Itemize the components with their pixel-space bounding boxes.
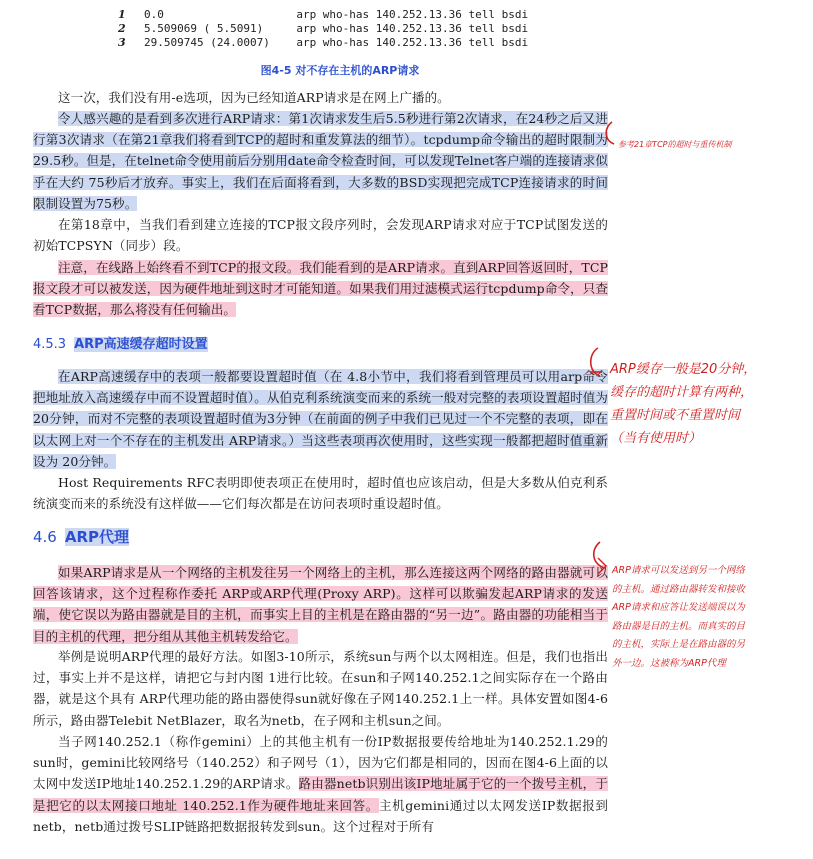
handwritten-note: ARP缓存一般是20分钟， 缓存的超时计算有两种， 重置时间或不重置时间 （当有使用时）	[610, 362, 757, 446]
handwritten-note: 参考21章TCP的超时与重传机制	[618, 140, 732, 149]
highlight-blue: 令人感兴趣的是看到多次进行ARP请求：第1次请求发生后5.5秒进行第2次请求，在24秒之后又进行第3次请求（在第21章我们将看到TCP的超时和重发算法的细节）。tcpdump命令输出的超时限制为29.5秒。但是，在telnet命令使用前后分别用date命令检查时间，可以发现Telnet客户端的连接请求似乎在大约 75秒后才放弃。事实上，我们在后面将看到，大多数的BSD实现把完成TCP连接请求的时间限制设置为75秒。	[33, 111, 608, 211]
highlight-pink: 注意，在线路上始终看不到TCP的报文段。我们能看到的是ARP请求。直到ARP回答返回时，TCP报文段才可以被发送，因为硬件地址到这时才可能知道。如果我们用过滤模式运行tcpdump命令，只查看TCP数据，那么将没有任何输出。	[33, 260, 608, 318]
figure-caption: 图4-5 对不存在主机的ARP请求	[260, 64, 420, 77]
trace-line: 2 5.509069 ( 5.5091) arp who-has 140.252.13.36 tell bsdi	[118, 22, 529, 35]
bracket-mark	[594, 542, 604, 568]
section-number: 4.5.3	[33, 337, 67, 352]
section-title: ARP高速缓存超时设置	[74, 337, 208, 352]
section-title: ARP代理	[64, 528, 130, 546]
section-number: 4.6	[33, 528, 57, 546]
trace-line: 1 0.0 arp who-has 140.252.13.36 tell bsdi	[118, 8, 529, 21]
paragraph-mixed: 当子网140.252.1（称作gemini）上的其他主机有一份IP数据报要传给地址为140.252.1.29的sun时，gemini比较网络号（140.252）和子网号（1），因为它们都是相同的，因而在图4-6上面的以太网中发送IP地址140.252.1.29的ARP请求。路由器netb识别出该IP地址属于它的一个拨号主机，于是把它的以太网接口地址 140.252.1作为硬件地址来回答。主机gemini通过以太网发送IP数据报到netb，netb通过拨号SLIP链路把数据报转发到sun。这个过程对于所有	[33, 734, 608, 834]
paragraph: 在第18章中，当我们看到建立连接的TCP报文段序列时，会发现ARP请求对应于TCP试图发送的初始TCPSYN（同步）段。	[33, 217, 608, 254]
handwritten-note: ARP请求可以发送到另一个网络 的主机。通过路由器转发和接收 ARP请求和应答让发送端误以为 路由器是目的主机。而真实的目 的主机，实际上是在路由器的另 外一边。这被称为ARP代理	[612, 565, 746, 669]
bracket-mark	[606, 122, 614, 144]
highlight-blue: 在ARP高速缓存中的表项一般都要设置超时值（在 4.8小节中，我们将看到管理员可以用arp命令把地址放入高速缓存中而不设置超时值）。从伯克利系统演变而来的系统一般对完整的表项设置超时值为20分钟，而对不完整的表项设置超时值为3分钟（在前面的例子中我们已见过一个不完整的表项，即在以太网上对一个不存在的主机发出 ARP请求。）当这些表项再次使用时，这些实现一般都把超时值重新设为 20分钟。	[33, 369, 608, 469]
trace-line: 3 29.509745 (24.0007) arp who-has 140.252.13.36 tell bsdi	[118, 36, 529, 49]
paragraph: 举例是说明ARP代理的最好方法。如图3-10所示，系统sun与两个以太网相连。但是，我们也指出过，事实上并不是这样，请把它与封内图 1进行比较。在sun和子网140.252.1之间实际存在一个路由器，就是这个具有 ARP代理功能的路由器使得sun就好像在子网140.252.1上一样。具体安置如图4-6所示，路由器Telebit NetBlazer，取名为netb，在子网和主机sun之间。	[33, 649, 608, 728]
paragraph: Host Requirements RFC表明即使表项正在使用时，超时值也应该启动，但是大多数从伯克利系统演变而来的系统没有这样做——它们每次都是在访问表项时重设超时值。	[33, 475, 608, 512]
paragraph: 这一次，我们没有用-e选项，因为已经知道ARP请求是在网上广播的。	[58, 90, 450, 105]
highlight-pink: 路由器netb识别出该IP地址属于它的一个拨号主机，于是把它的以太网接口地址 140.252.1作为硬件地址来回答。	[33, 776, 608, 813]
highlight-pink: 如果ARP请求是从一个网络的主机发往另一个网络上的主机，那么连接这两个网络的路由器就可以回答该请求，这个过程称作委托 ARP或ARP代理(Proxy ARP)。这样可以欺骗发起ARP请求的发送端，使它误以为路由器就是目的主机，而事实上目的主机是在路由器的“另一边”。路由器的功能相当于目的主机的代理，把分组从其他主机转发给它。	[33, 565, 608, 644]
